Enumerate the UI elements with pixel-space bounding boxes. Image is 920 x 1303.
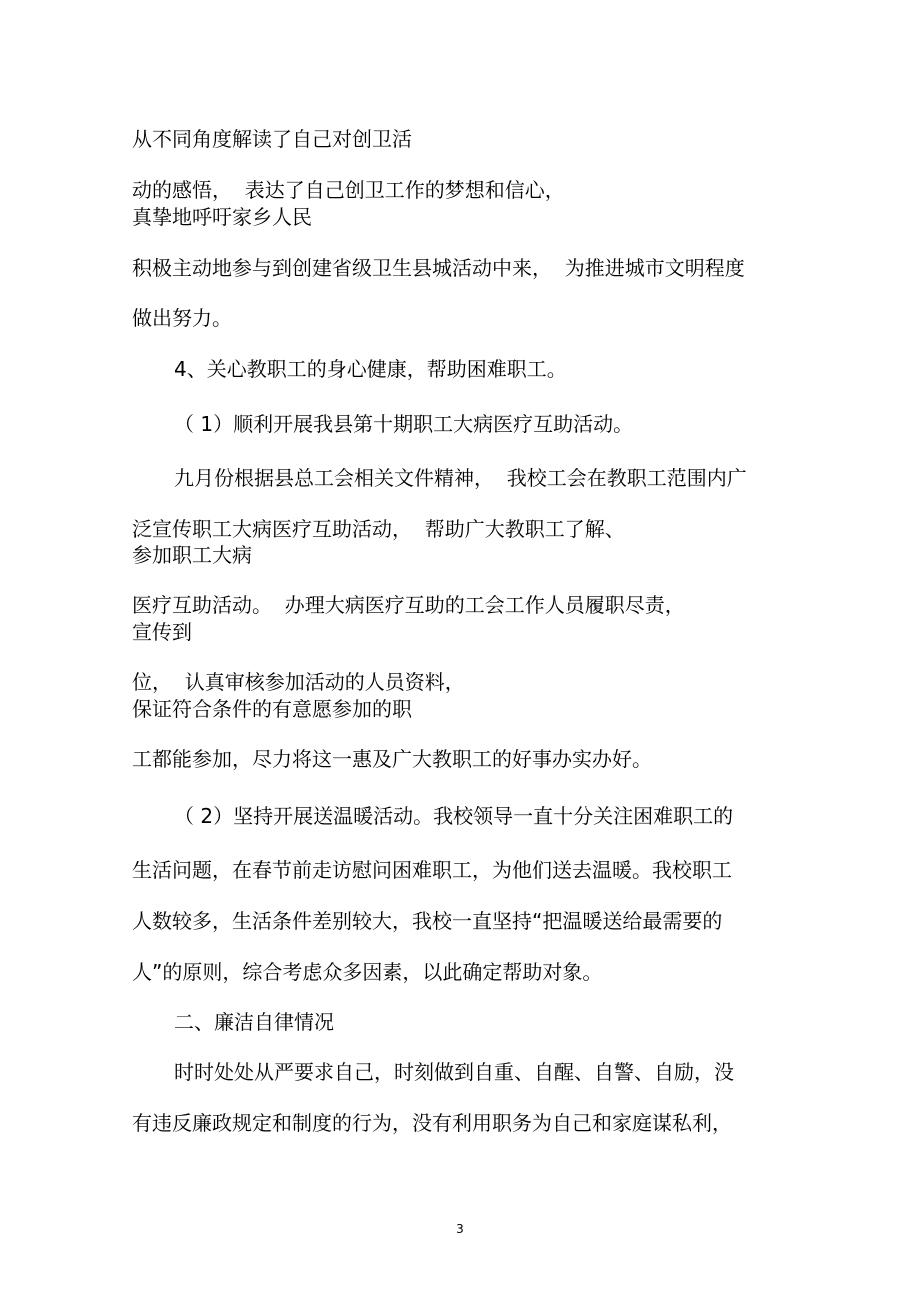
text-line: 从不同角度解读了自己对创卫活 (132, 127, 412, 151)
text-line: 有违反廉政规定和制度的行为，没有利用职务为自己和家庭谋私利， (132, 1111, 732, 1135)
text-line: 真挚地呼吁家乡人民 (132, 205, 312, 229)
text-line: 时时处处从严要求自己，时刻做到自重、自醒、自警、自励，没 (174, 1060, 734, 1084)
section-heading: 4、关心教职工的身心健康，帮助困难职工。 (174, 357, 567, 381)
text-line: 九月份根据县总工会相关文件精神， 我校工会在教职工范围内广 (174, 466, 747, 490)
page-number: 3 (456, 1222, 464, 1236)
text-line: 医疗互助活动。 办理大病医疗互助的工会工作人员履职尽责， (132, 593, 685, 617)
text-line: 人”的原则，综合考虑众多因素，以此确定帮助对象。 (132, 960, 603, 984)
text-line: 动的感悟， 表达了自己创卫工作的梦想和信心， (132, 178, 565, 202)
text-line: 生活问题，在春节前走访慰问困难职工，为他们送去温暖。我校职工 (132, 858, 732, 882)
text-line: 参加职工大病 (132, 543, 252, 567)
text-line: 做出努力。 (132, 306, 232, 330)
text-line: 泛宣传职工大病医疗互助活动， 帮助广大教职工了解、 (132, 517, 625, 541)
section-heading: 二、廉洁自律情况 (174, 1010, 334, 1034)
subsection-heading: （ 1）顺利开展我县第十期职工大病医疗互助活动。 (174, 412, 634, 436)
text-line: 积极主动地参与到创建省级卫生县城活动中来， 为推进城市文明程度 (132, 256, 745, 280)
text-line: 工都能参加，尽力将这一惠及广大教职工的好事办实办好。 (132, 747, 652, 771)
text-line: 宣传到 (132, 620, 192, 644)
subsection-heading: （ 2）坚持开展送温暖活动。我校领导一直十分关注困难职工的 (174, 804, 734, 828)
text-line: 位， 认真审核参加活动的人员资料， (132, 670, 465, 694)
text-line: 保证符合条件的有意愿参加的职 (132, 697, 412, 721)
text-line: 人数较多，生活条件差别较大，我校一直坚持“把温暖送给最需要的 (132, 909, 723, 933)
